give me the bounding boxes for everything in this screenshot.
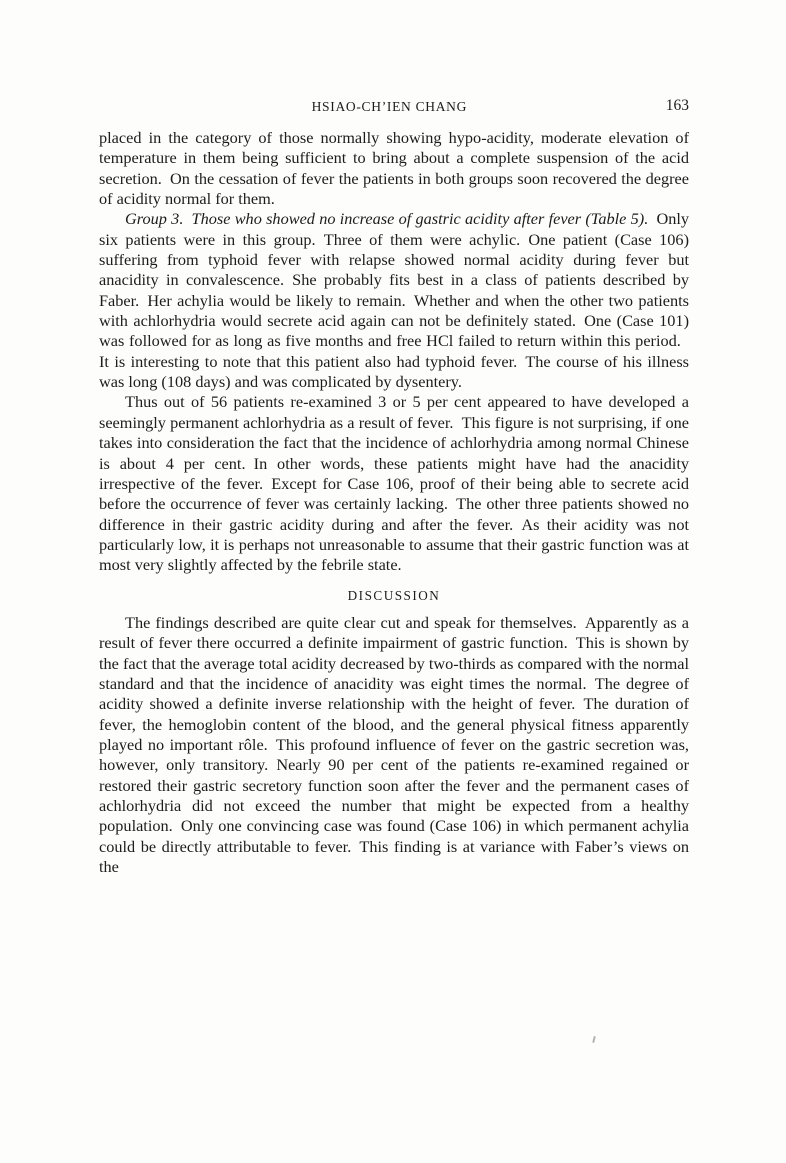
text-run: The findings described are quite clear cut and speak for themselves. Apparently as a result of fever there occurred a definite impairment of gastric function. This is shown by the fact that the average total acidity decreased by two-thirds as compared with the normal standard and that the incidence of anacidity was eight times the normal. The degree of acidity showed a definite inverse relationship with the height of fever. The duration of fever, the hemoglobin content of the blood, and the general physical fitness apparently played no important rôle. This profound influence of fever on the gastric secretion was, however, only transitory. Nearly 90 per cent of the patients re-examined regained or restored their gastric secretory function soon after the fever and the permanent cases of achlorhydria did not exceed the number that might be expected from a healthy population. Only one convincing case was found (Case 106) in which permanent achylia could be directly attributable to fever. This finding is at variance with Faber’s views on the: [99, 612, 689, 877]
section-heading: DISCUSSION: [347, 587, 441, 603]
paragraph: [99, 613, 689, 877]
text-run: placed in the category of those normally showing hypo-acidity, moderate elevation of temperature in them being sufficient to bring about a complete suspension of the acid secretion. On the cessation of fever the patients in both groups soon recovered the degree of acidity normal for them.: [99, 128, 689, 209]
paragraph: [99, 392, 689, 575]
text-block: [99, 128, 689, 877]
paragraph: [99, 128, 689, 209]
text-run: Only six patients were in this group. Three of them were achylic. One patient (Case 106) suffering from typhoid fever with relapse showed normal acidity during fever but anacidity in convalescence. She probably fits best in a class of patients described by Faber. Her achylia would be likely to remain. Whether and when the other two patients with achlorhydria would secrete acid again can not be definitely stated. One (Case 101) was followed for as long as five months and free HCl failed to return within this period. It is interesting to note that this patient also had typhoid fever. The course of his illness was long (108 days) and was complicated by dysentery.: [99, 209, 689, 392]
page-header: [99, 97, 689, 119]
running-title: HSIAO-CH’IEN CHANG: [311, 99, 468, 114]
paragraph: [99, 209, 689, 392]
scan-artifact-mark: [592, 1036, 596, 1043]
page-number: 163: [665, 97, 689, 114]
italic-text-run: Group 3. Those who showed no increase of gastric acidity after fever (Table 5).: [125, 209, 649, 229]
text-run: Thus out of 56 patients re-examined 3 or 5 per cent appeared to have developed a seemingly permanent achlorhydria as a result of fever. This figure is not surprising, if one takes into consideration the fact that the incidence of achlorhydria among normal Chinese is about 4 per cent. In other words, these patients might have had the anacidity irrespective of the fever. Except for Case 106, proof of their being able to secrete acid before the occurrence of fever was certainly lacking. The other three patients showed no difference in their gastric acidity during and after the fever. As their acidity was not particularly low, it is perhaps not unreasonable to assume that their gastric function was at most very slightly affected by the febrile state.: [99, 392, 689, 575]
